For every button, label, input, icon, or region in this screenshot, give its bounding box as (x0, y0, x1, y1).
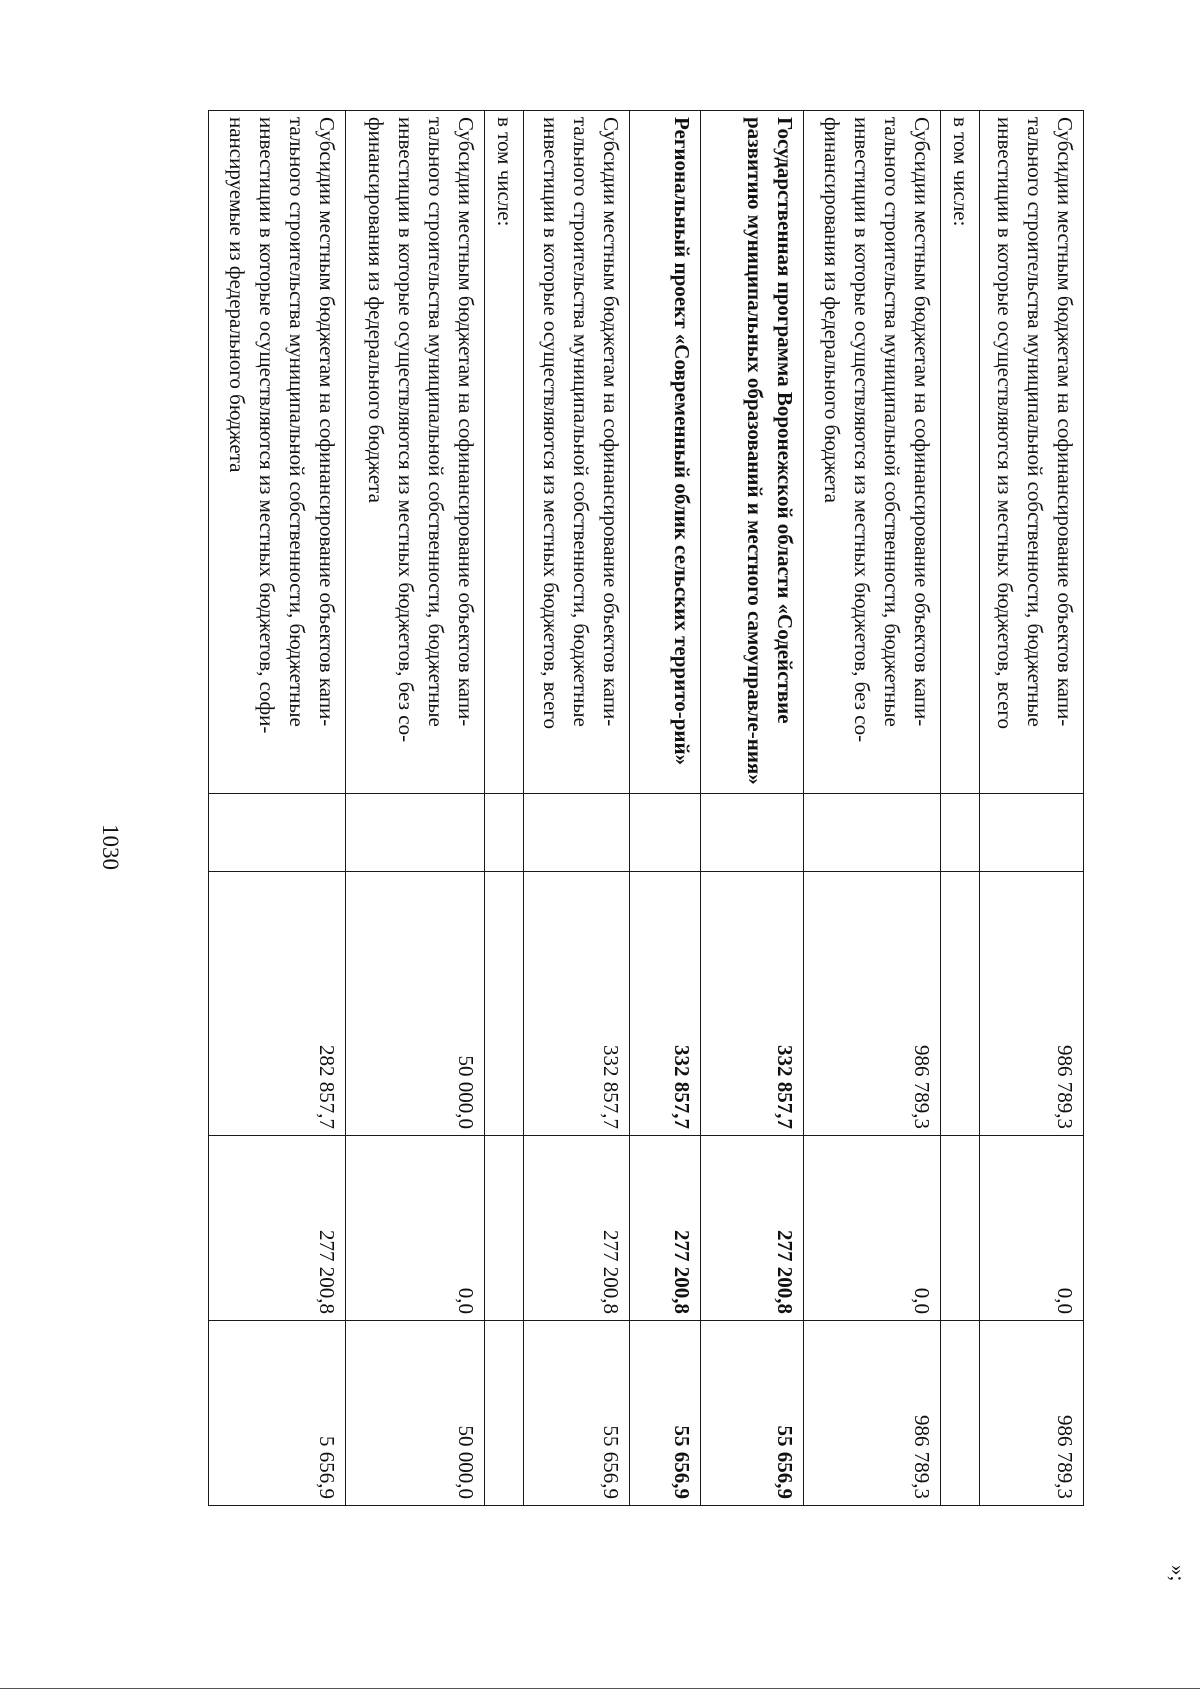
row-code (346, 794, 484, 872)
table-row (523, 111, 629, 1506)
row-regional (484, 1321, 523, 1506)
row-code (701, 794, 804, 872)
row-code (523, 794, 629, 872)
page-number: 1030 (98, 824, 123, 870)
scan-bottom-rule (0, 1688, 1200, 1689)
row-name: Субсидии местным бюджетам на софинансирование объектов капи-тального строительства муниципальной собственности, бюджетные инвестиции в которые осуществляются из местных бюджетов, всего (980, 111, 1084, 794)
row-federal: 277 200,8 (701, 1136, 804, 1321)
rotated-table-container (208, 110, 1084, 1505)
row-regional (941, 1321, 980, 1506)
table-body (209, 111, 1084, 1506)
row-total: 986 789,3 (803, 872, 940, 1136)
budget-table (208, 110, 1084, 1506)
row-name: Субсидии местным бюджетам на софинансирование объектов капи-тального строительства муниципальной собственности, бюджетные инвестиции в которые осуществляются из местных бюджетов, без со-финансирования из федерального бюджета (803, 111, 940, 794)
row-code (484, 794, 523, 872)
table-row (346, 111, 484, 1506)
row-total (941, 872, 980, 1136)
table-row (629, 111, 700, 1506)
row-regional: 55 656,9 (523, 1321, 629, 1506)
row-regional: 55 656,9 (629, 1321, 700, 1506)
row-total: 282 857,7 (209, 872, 346, 1136)
row-name: в том числе: (941, 111, 980, 794)
row-code (209, 794, 346, 872)
row-code (629, 794, 700, 872)
row-code (941, 794, 980, 872)
row-regional: 55 656,9 (701, 1321, 804, 1506)
closing-quote-mark: »; (1166, 1565, 1190, 1582)
table-row (209, 111, 346, 1506)
row-federal: 0,0 (346, 1136, 484, 1321)
row-total: 332 857,7 (523, 872, 629, 1136)
row-code (803, 794, 940, 872)
row-federal (484, 1136, 523, 1321)
row-total: 986 789,3 (980, 872, 1084, 1136)
row-federal: 0,0 (803, 1136, 940, 1321)
row-total (484, 872, 523, 1136)
row-federal: 277 200,8 (629, 1136, 700, 1321)
row-total: 332 857,7 (629, 872, 700, 1136)
row-name: в том числе: (484, 111, 523, 794)
table-row (484, 111, 523, 1506)
row-regional: 50 000,0 (346, 1321, 484, 1506)
row-name: Субсидии местным бюджетам на софинансирование объектов капи-тального строительства муниципальной собственности, бюджетные инвестиции в которые осуществляются из местных бюджетов, софи-нансируемые из федерального бюджета (209, 111, 346, 794)
row-name: Региональный проект «Современный облик сельских террито-рий» (629, 111, 700, 794)
table-row (980, 111, 1084, 1506)
row-regional: 986 789,3 (803, 1321, 940, 1506)
table-row (803, 111, 940, 1506)
row-total: 50 000,0 (346, 872, 484, 1136)
row-name: Субсидии местным бюджетам на софинансирование объектов капи-тального строительства муниципальной собственности, бюджетные инвестиции в которые осуществляются из местных бюджетов, без со-финансирования из федерального бюджета (346, 111, 484, 794)
row-federal: 0,0 (980, 1136, 1084, 1321)
row-regional: 5 656,9 (209, 1321, 346, 1506)
table-row (701, 111, 804, 1506)
row-federal (941, 1136, 980, 1321)
row-name: Субсидии местным бюджетам на софинансирование объектов капи-тального строительства муниципальной собственности, бюджетные инвестиции в которые осуществляются из местных бюджетов, всего (523, 111, 629, 794)
row-federal: 277 200,8 (209, 1136, 346, 1321)
row-federal: 277 200,8 (523, 1136, 629, 1321)
row-total: 332 857,7 (701, 872, 804, 1136)
row-name: Государственная программа Воронежской области «Содействие развитию муниципальных образований и местного самоуправле-ния» (701, 111, 804, 794)
row-code (980, 794, 1084, 872)
row-regional: 986 789,3 (980, 1321, 1084, 1506)
table-row (941, 111, 980, 1506)
